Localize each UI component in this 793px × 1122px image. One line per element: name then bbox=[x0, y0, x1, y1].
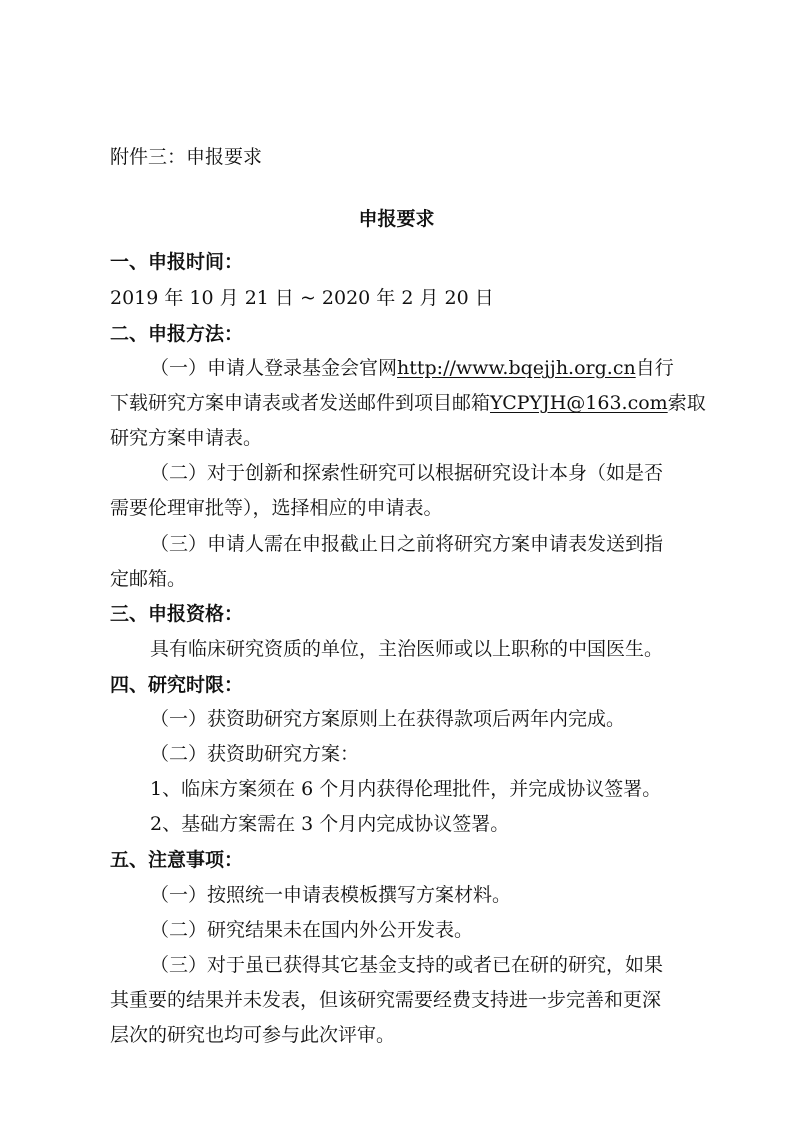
method-paragraph-1-line-3: 研究方案申请表。 bbox=[110, 427, 263, 449]
method-p1-tail-2: 索取 bbox=[667, 392, 706, 414]
duration-paragraph-2: （二）获资助研究方案： bbox=[150, 743, 360, 765]
duration-paragraph-3: 1、临床方案须在 6 个月内获得伦理批件，并完成协议签署。 bbox=[150, 778, 662, 800]
notes-paragraph-3: （三）对于虽已获得其它基金支持的或者已在研的研究，如果 bbox=[150, 954, 664, 976]
duration-paragraph-1: （一）获资助研究方案原则上在获得款项后两年内完成。 bbox=[150, 708, 626, 730]
method-p1-tail: 自行 bbox=[635, 357, 674, 379]
method-paragraph-1 bbox=[150, 356, 740, 380]
section-heading-time: 一、申报时间： bbox=[110, 251, 244, 273]
attachment-label: 附件三：申报要求 bbox=[110, 146, 263, 168]
duration-paragraph-4: 2、基础方案需在 3 个月内完成协议签署。 bbox=[150, 813, 510, 835]
page-title: 申报要求 bbox=[358, 208, 435, 230]
email-link[interactable]: YCPYJH@163.com bbox=[490, 392, 668, 414]
method-paragraph-2-line-2: 需要伦理审批等），选择相应的申请表。 bbox=[110, 497, 443, 519]
eligibility-text: 具有临床研究资质的单位，主治医师或以上职称的中国医生。 bbox=[150, 638, 664, 660]
notes-paragraph-3-line-3: 层次的研究也均可参与此次评审。 bbox=[110, 1024, 396, 1046]
method-p1-text: （一）申请人登录基金会官网 bbox=[150, 357, 398, 379]
section-heading-duration: 四、研究时限： bbox=[110, 674, 244, 696]
notes-paragraph-2: （二）研究结果未在国内外公开发表。 bbox=[150, 919, 474, 941]
method-paragraph-3: （三）申请人需在申报截止日之前将研究方案申请表发送到指 bbox=[150, 533, 664, 555]
method-p1-text-2: 下载研究方案申请表或者发送邮件到项目邮箱 bbox=[110, 392, 491, 414]
section-heading-notes: 五、注意事项： bbox=[110, 849, 244, 871]
notes-paragraph-1: （一）按照统一申请表模板撰写方案材料。 bbox=[150, 884, 512, 906]
method-paragraph-2: （二）对于创新和探索性研究可以根据研究设计本身（如是否 bbox=[150, 462, 664, 484]
application-period: 2019 年 10 月 21 日 ~ 2020 年 2 月 20 日 bbox=[110, 287, 494, 309]
section-heading-eligibility: 三、申报资格： bbox=[110, 603, 244, 625]
method-paragraph-1-line-2 bbox=[110, 391, 706, 415]
method-paragraph-3-line-2: 定邮箱。 bbox=[110, 568, 187, 590]
section-heading-method: 二、申报方法： bbox=[110, 323, 244, 345]
notes-paragraph-3-line-2: 其重要的结果并未发表，但该研究需要经费支持进一步完善和更深 bbox=[110, 989, 662, 1011]
website-link[interactable]: http://www.bqejjh.org.cn bbox=[397, 357, 636, 379]
